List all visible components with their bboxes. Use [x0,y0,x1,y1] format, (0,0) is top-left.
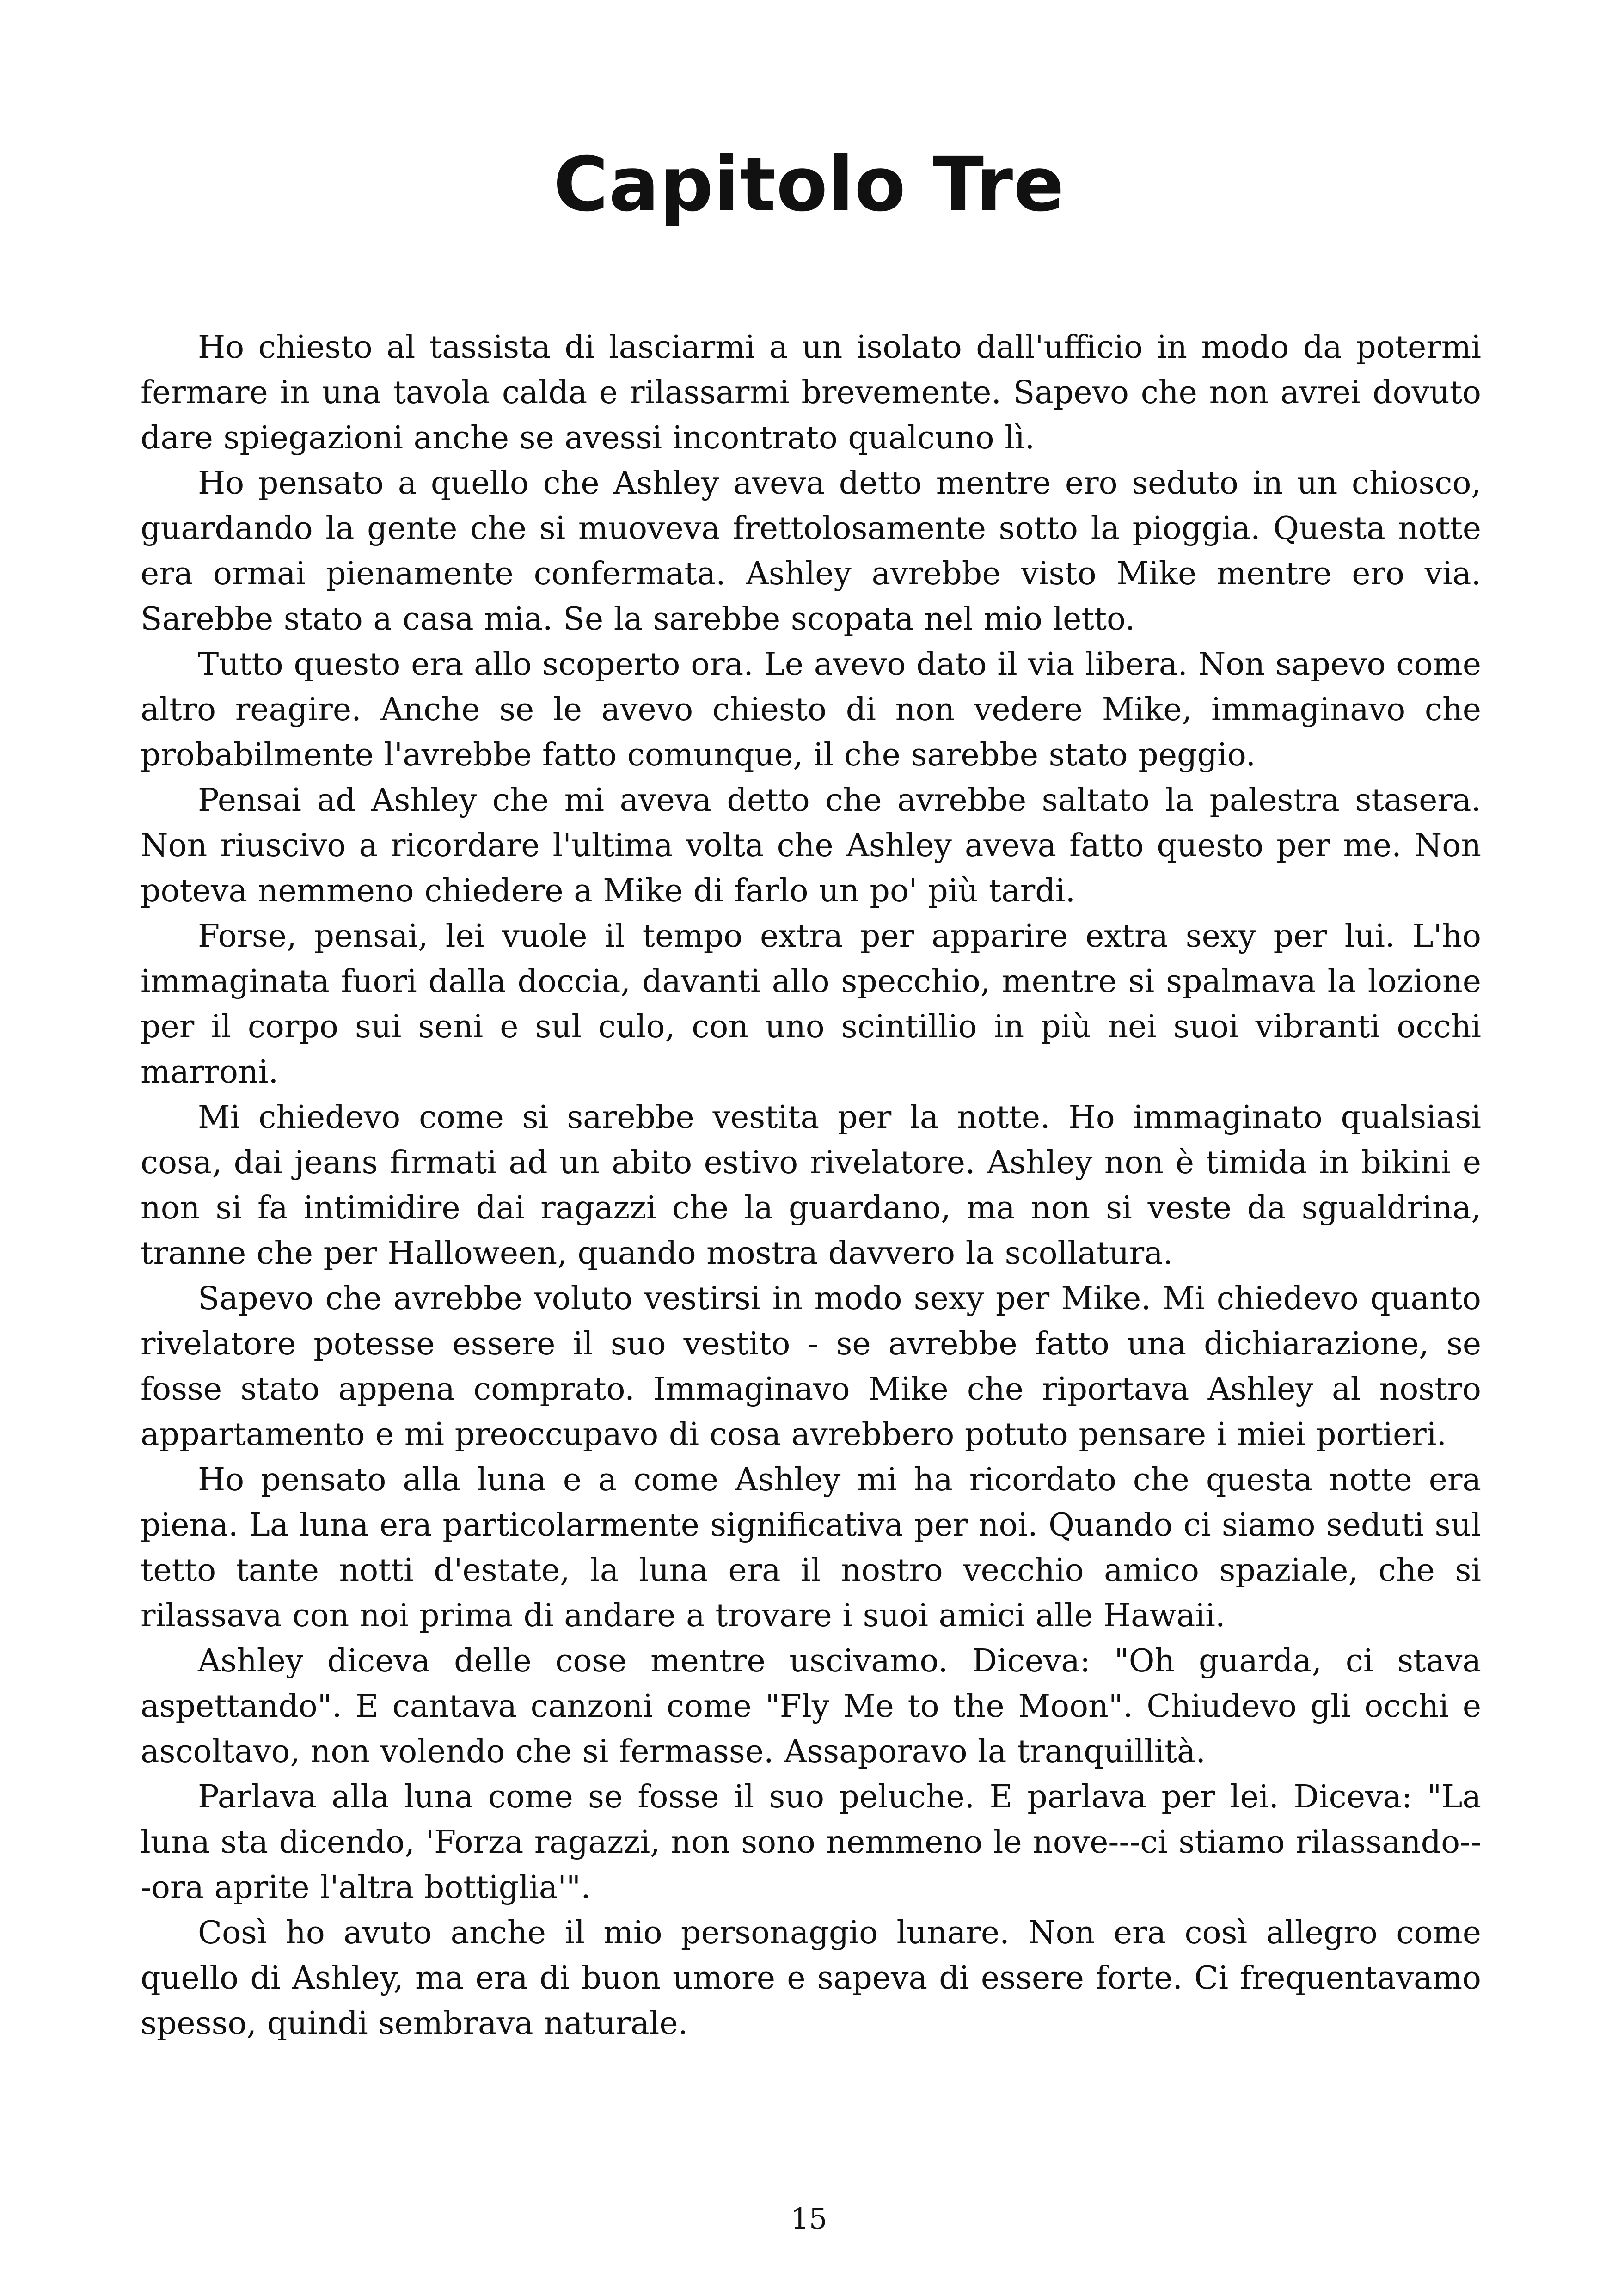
paragraph: Ho chiesto al tassista di lasciarmi a un isolato dall'ufficio in modo da potermi fermare in una tavola calda e rilassarmi brevemente. Sapevo che non avrei dovuto dare spiegazioni anche se avessi incontrato qualcuno lì. [141,329,1481,456]
paragraph: Pensai ad Ashley che mi aveva detto che avrebbe saltato la palestra stasera. Non riuscivo a ricordare l'ultima volta che Ashley aveva fatto questo per me. Non poteva nemmeno chiedere a Mike di farlo un po' più tardi. [141,782,1481,909]
paragraph: Sapevo che avrebbe voluto vestirsi in modo sexy per Mike. Mi chiedevo quanto rivelatore potesse essere il suo vestito - se avrebbe fatto una dichiarazione, se fosse stato appena comprato. Immaginavo Mike che riportava Ashley al nostro appartamento e mi preoccupavo di cosa avrebbero potuto pensare i miei portieri. [141,1280,1481,1453]
chapter-body [141,325,1481,2046]
chapter-title: Capitolo Tre [553,141,1065,228]
paragraph: Ho pensato alla luna e a come Ashley mi ha ricordato che questa notte era piena. La luna era particolarmente significativa per noi. Quando ci siamo seduti sul tetto tante notti d'estate, la luna era il nostro vecchio amico spaziale, che si rilassava con noi prima di andare a trovare i suoi amici alle Hawaii. [141,1462,1481,1634]
paragraph: Così ho avuto anche il mio personaggio lunare. Non era così allegro come quello di Ashley, ma era di buon umore e sapeva di essere forte. Ci frequentavamo spesso, quindi sembrava naturale. [141,1915,1481,2042]
paragraph: Forse, pensai, lei vuole il tempo extra per apparire extra sexy per lui. L'ho immaginata fuori dalla doccia, davanti allo specchio, mentre si spalmava la lozione per il corpo sui seni e sul culo, con uno scintillio in più nei suoi vibranti occhi marroni. [141,918,1481,1090]
paragraph: Mi chiedevo come si sarebbe vestita per la notte. Ho immaginato qualsiasi cosa, dai jeans firmati ad un abito estivo rivelatore. Ashley non è timida in bikini e non si fa intimidire dai ragazzi che la guardano, ma non si veste da sgualdrina, tranne che per Halloween, quando mostra davvero la scollatura. [141,1099,1481,1272]
paragraph: Parlava alla luna come se fosse il suo peluche. E parlava per lei. Diceva: "La luna sta dicendo, 'Forza ragazzi, non sono nemmeno le nove---ci stiamo rilassando---ora aprite l'altra bottiglia'". [141,1779,1481,1906]
page-number: 15 [791,2202,827,2235]
paragraph: Ho pensato a quello che Ashley aveva detto mentre ero seduto in un chiosco, guardando la gente che si muoveva frettolosamente sotto la pioggia. Questa notte era ormai pienamente confermata. Ashley avrebbe visto Mike mentre ero via. Sarebbe stato a casa mia. Se la sarebbe scopata nel mio letto. [141,465,1481,637]
paragraph: Tutto questo era allo scoperto ora. Le avevo dato il via libera. Non sapevo come altro reagire. Anche se le avevo chiesto di non vedere Mike, immaginavo che probabilmente l'avrebbe fatto comunque, il che sarebbe stato peggio. [141,646,1481,773]
paragraph: Ashley diceva delle cose mentre uscivamo. Diceva: "Oh guarda, ci stava aspettando". E cantava canzoni come "Fly Me to the Moon". Chiudevo gli occhi e ascoltavo, non volendo che si fermasse. Assaporavo la tranquillità. [141,1643,1481,1770]
